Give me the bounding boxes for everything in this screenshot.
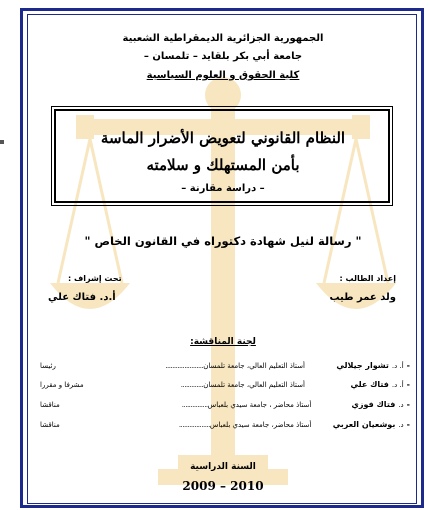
member-dash: -: [406, 420, 410, 429]
edge-mark: [0, 140, 4, 144]
committee-title: لجنة المناقشة:: [190, 337, 256, 347]
member-title: د.: [398, 421, 404, 429]
degree-statement: " رسالة لنيل شهادة دكتوراه في القانون الخاص ": [84, 234, 362, 248]
republic-name: الجمهورية الجزائرية الديمقراطية الشعبية: [122, 33, 324, 44]
member-role: مناقشا: [40, 421, 60, 429]
member-position: أستاذ محاضر، جامعة سيدي بلعباس: [209, 421, 312, 429]
study-type: – دراسة مقارنة –: [181, 183, 265, 194]
member-position: أستاذ التعليم العالي، جامعة تلمسان: [203, 381, 305, 389]
committee-member: [40, 420, 410, 434]
member-title: أ. د.: [391, 381, 404, 389]
cover-content: [28, 15, 417, 504]
member-name: بوشعيان العربي: [332, 420, 396, 429]
member-name: فتاك فوزي: [351, 400, 396, 409]
member-dots: ......................: [165, 362, 204, 370]
member-dots: ..................: [178, 421, 210, 429]
member-dash: -: [406, 400, 410, 409]
member-title: د.: [398, 401, 404, 409]
thesis-title-line1: النظام القانوني لتعويض الأضرار الماسة: [100, 129, 346, 147]
academic-year-label: السنة الدراسية: [190, 462, 256, 472]
academic-year: 2009 – 2010: [182, 479, 264, 493]
committee-member: [40, 400, 410, 414]
member-role: رئيسا: [40, 362, 56, 370]
member-dash: -: [406, 361, 410, 370]
student-name: ولد عمر طيب: [329, 292, 396, 303]
student-label: إعداد الطالب :: [339, 274, 396, 283]
member-dots: .............: [180, 381, 204, 389]
member-dots: ...............: [181, 401, 208, 409]
member-dash: -: [406, 380, 410, 389]
member-name: تشوار جيلالي: [336, 361, 389, 370]
thesis-title-line2: بأمن المستهلك و سلامته: [146, 156, 300, 174]
supervisor-name: أ.د. فتاك علي: [48, 292, 116, 303]
member-position: أستاذ محاضر ، جامعة سيدي بلعباس: [207, 401, 312, 409]
committee-member: [40, 361, 410, 375]
member-position: أستاذ التعليم العالي، جامعة تلمسان: [203, 362, 305, 370]
member-role: مناقشا: [40, 401, 60, 409]
committee-member: [40, 380, 410, 394]
member-title: أ. د.: [391, 362, 404, 370]
page: [27, 14, 417, 504]
supervisor-label: تحت إشراف :: [68, 274, 122, 283]
member-name: فتاك علي: [350, 380, 389, 389]
member-role: مشرفا و مقررا: [40, 381, 84, 389]
university-name: جامعة أبي بكر بلقايد – تلمسان –: [143, 51, 303, 62]
faculty-name: كلية الحقوق و العلوم السياسية: [146, 70, 300, 81]
